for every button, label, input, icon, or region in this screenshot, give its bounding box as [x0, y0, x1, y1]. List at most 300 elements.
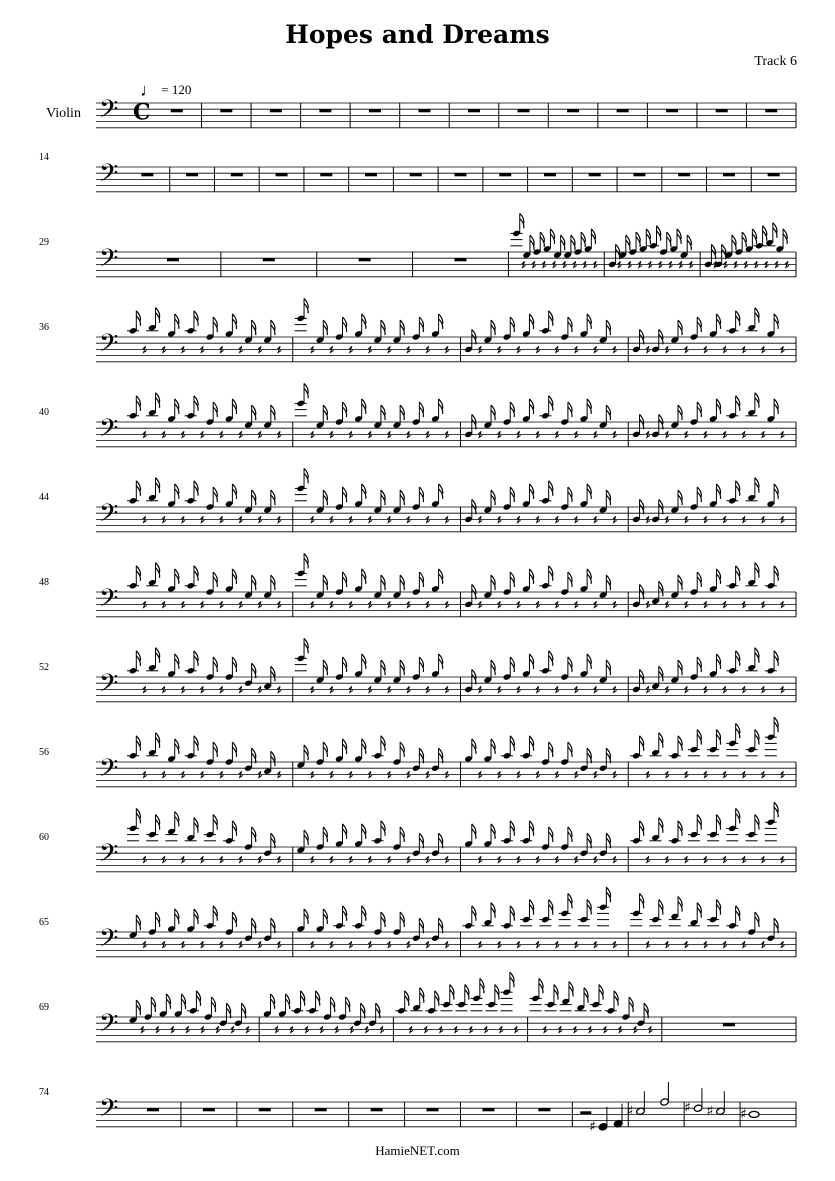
note-flag [342, 487, 346, 502]
note-flag [606, 405, 610, 420]
staff-system [96, 213, 796, 279]
staff-system [96, 553, 796, 619]
note-flag [323, 320, 327, 335]
note-flag [400, 405, 404, 420]
note-flag [381, 320, 385, 335]
note-flag [606, 660, 610, 675]
note-flag [323, 490, 327, 505]
note-flag [510, 487, 514, 502]
whole-rest-icon [678, 173, 690, 176]
note-flag [381, 912, 385, 927]
note-head [749, 1111, 759, 1117]
note-flag [304, 909, 308, 924]
note-flag [151, 997, 155, 1012]
note-flag [568, 317, 572, 332]
note-flag [232, 314, 236, 329]
note-flag [491, 660, 495, 675]
note-flag [697, 402, 701, 417]
note-flag [342, 739, 346, 754]
whole-rest-icon [369, 109, 381, 112]
note-flag [587, 900, 591, 915]
note-flag [755, 563, 759, 578]
note-flag [381, 405, 385, 420]
note-flag [549, 900, 553, 915]
note-flag [194, 909, 198, 924]
whole-rest-icon [371, 1108, 383, 1111]
note-flag [491, 320, 495, 335]
note-flag [716, 314, 720, 329]
instrument-name: Violin [46, 106, 81, 121]
note-flag [568, 827, 572, 842]
note-flag [636, 232, 640, 247]
whole-rest-icon [716, 109, 728, 112]
note-flag [156, 563, 160, 578]
whole-rest-icon [186, 173, 198, 176]
staff-system [96, 638, 796, 704]
note-flag [362, 569, 366, 584]
note-flag [697, 317, 701, 332]
note-flag [472, 906, 476, 921]
note-flag [568, 572, 572, 587]
note-flag [439, 399, 443, 414]
footer-credit: HamieNET.com [375, 1143, 460, 1158]
whole-rest-icon [567, 109, 579, 112]
note-flag [400, 827, 404, 842]
note-flag [755, 912, 759, 927]
whole-rest-icon [263, 258, 275, 261]
note-flag [742, 232, 746, 247]
note-flag [783, 229, 787, 244]
note-flag [774, 484, 778, 499]
note-flag [736, 723, 740, 738]
note-flag [549, 742, 553, 757]
staff-system [96, 802, 796, 874]
note-flag [587, 399, 591, 414]
note-flag [640, 821, 644, 836]
note-flag [568, 657, 572, 672]
note-flag [342, 906, 346, 921]
note-flag [323, 575, 327, 590]
note-flag [175, 314, 179, 329]
note-flag [156, 815, 160, 830]
note-flag [439, 654, 443, 669]
note-flag [346, 997, 350, 1012]
note-flag [659, 818, 663, 833]
whole-rest-icon [482, 1108, 494, 1111]
note-flag [342, 824, 346, 839]
note-flag [213, 402, 217, 417]
whole-rest-icon [315, 1108, 327, 1111]
note-flag [774, 918, 778, 933]
note-flag [530, 235, 534, 250]
note-flag [480, 978, 484, 993]
note-flag [194, 311, 198, 326]
note-flag [510, 317, 514, 332]
note-flag [491, 824, 495, 839]
note-flag [646, 229, 650, 244]
note-flag [166, 994, 170, 1009]
note-flag [331, 997, 335, 1012]
whole-rest-icon [259, 1108, 271, 1111]
note-flag [774, 717, 778, 732]
whole-rest-icon [666, 109, 678, 112]
note-flag [232, 742, 236, 757]
note-flag [362, 824, 366, 839]
note-flag [226, 1003, 230, 1018]
note-flag [678, 897, 682, 912]
note-flag [697, 487, 701, 502]
whole-rest-icon [220, 109, 232, 112]
staff-system [96, 383, 796, 449]
bar-number: 56 [39, 747, 49, 758]
note-flag [510, 572, 514, 587]
note-flag [400, 660, 404, 675]
note-flag [591, 229, 595, 244]
note-flag [252, 490, 256, 505]
note-flag [491, 405, 495, 420]
note-flag [419, 572, 423, 587]
note-flag [362, 314, 366, 329]
note-flag [755, 308, 759, 323]
note-flag [678, 821, 682, 836]
note-flag [736, 808, 740, 823]
bar-number: 14 [39, 152, 49, 163]
note-flag [136, 396, 140, 411]
note-flag [232, 821, 236, 836]
note-flag [156, 308, 160, 323]
whole-rest-icon [203, 1108, 215, 1111]
note-flag [232, 569, 236, 584]
note-flag [175, 484, 179, 499]
note-flag [550, 229, 554, 244]
whole-rest-icon [538, 1108, 550, 1111]
note-flag [736, 566, 740, 581]
note-flag [677, 229, 681, 244]
whole-rest-icon [455, 173, 467, 176]
whole-rest-icon [141, 173, 153, 176]
note-flag [213, 906, 217, 921]
note-flag [362, 484, 366, 499]
note-flag [439, 748, 443, 763]
note-flag [640, 893, 644, 908]
whole-rest-icon [147, 1108, 159, 1111]
note-flag [529, 821, 533, 836]
bass-clef-icon: 𝄢 [99, 159, 119, 195]
note-flag [271, 751, 275, 766]
note-flag [362, 399, 366, 414]
note-flag [156, 648, 160, 663]
note-flag [755, 648, 759, 663]
note-flag [323, 827, 327, 842]
note-flag [606, 748, 610, 763]
note-flag [271, 490, 275, 505]
note-flag [241, 1003, 245, 1018]
note-flag [181, 994, 185, 1009]
note-flag [232, 484, 236, 499]
note-flag [156, 912, 160, 927]
note-flag [561, 235, 565, 250]
whole-rest-icon [231, 173, 243, 176]
note-flag [568, 402, 572, 417]
note-flag [520, 213, 524, 228]
note-flag [584, 988, 588, 1003]
note-flag [614, 991, 618, 1006]
score-title: Hopes and Dreams [285, 20, 550, 49]
note-flag [156, 478, 160, 493]
note-flag [697, 572, 701, 587]
note-flag [342, 402, 346, 417]
note-flag [196, 991, 200, 1006]
note-flag [271, 575, 275, 590]
bass-clef-icon: 𝄢 [99, 584, 119, 620]
whole-rest-icon [544, 173, 556, 176]
note-flag [659, 900, 663, 915]
whole-rest-icon [617, 109, 629, 112]
note-flag [510, 972, 514, 987]
note-flag [316, 991, 320, 1006]
bass-clef-icon: 𝄢 [99, 839, 119, 875]
note-flag [175, 654, 179, 669]
note-flag [323, 405, 327, 420]
note-flag [136, 736, 140, 751]
note-flag [774, 314, 778, 329]
note-flag [136, 915, 140, 930]
note-flag [175, 569, 179, 584]
note-flag [736, 906, 740, 921]
note-flag [773, 223, 777, 238]
staff-system [96, 95, 796, 130]
note-flag [381, 736, 385, 751]
note-flag [736, 396, 740, 411]
note-flag [252, 320, 256, 335]
note-flag [419, 317, 423, 332]
note-flag [361, 1003, 365, 1018]
note-flag [678, 575, 682, 590]
note-flag [606, 833, 610, 848]
note-flag [271, 666, 275, 681]
note-flag [439, 833, 443, 848]
note-flag [687, 235, 691, 250]
note-flag [304, 468, 308, 483]
note-flag [659, 666, 663, 681]
sharp-icon: ♯ [589, 1118, 596, 1135]
note-flag [323, 909, 327, 924]
note-flag [736, 651, 740, 666]
whole-rest-icon [365, 173, 377, 176]
note-flag [323, 742, 327, 757]
note-flag [606, 887, 610, 902]
bass-clef-icon: 𝄢 [99, 1094, 119, 1130]
note-flag [286, 994, 290, 1009]
note-flag [629, 997, 633, 1012]
staff-system [96, 972, 796, 1044]
note-flag [549, 396, 553, 411]
whole-rest-icon [455, 258, 467, 261]
sharp-icon: ♯ [740, 1106, 747, 1123]
note-flag [194, 651, 198, 666]
note-flag [271, 320, 275, 335]
note-flag [194, 566, 198, 581]
note-flag [755, 478, 759, 493]
note-flag [301, 991, 305, 1006]
bar-number: 60 [39, 832, 49, 843]
note-flag [755, 393, 759, 408]
note-flag [342, 317, 346, 332]
note-flag [716, 900, 720, 915]
note-flag [304, 298, 308, 313]
note-flag [362, 739, 366, 754]
note-flag [362, 906, 366, 921]
bass-clef-icon: 𝄢 [99, 924, 119, 960]
whole-rest-icon [723, 1023, 735, 1026]
note-flag [774, 802, 778, 817]
note-flag [587, 654, 591, 669]
note-flag [435, 991, 439, 1006]
note-flag [568, 893, 572, 908]
note-flag [156, 733, 160, 748]
note-flag [752, 229, 756, 244]
note-flag [736, 481, 740, 496]
note-flag [381, 490, 385, 505]
note-flag [491, 575, 495, 590]
note-flag [156, 393, 160, 408]
whole-rest-icon [468, 109, 480, 112]
note-flag [175, 812, 179, 827]
note-flag [774, 399, 778, 414]
note-flag [252, 575, 256, 590]
whole-rest-icon [270, 109, 282, 112]
note-flag [213, 742, 217, 757]
note-flag [510, 821, 514, 836]
note-flag [252, 405, 256, 420]
note-flag [697, 657, 701, 672]
note-flag [716, 654, 720, 669]
note-flag [529, 900, 533, 915]
note-flag [549, 566, 553, 581]
note-flag [439, 484, 443, 499]
note-flag [491, 739, 495, 754]
note-flag [175, 909, 179, 924]
note-flag [400, 320, 404, 335]
note-flag [716, 399, 720, 414]
note-flag [529, 654, 533, 669]
whole-rest-icon [499, 173, 511, 176]
sharp-icon: ♯ [684, 1100, 691, 1117]
whole-rest-icon [589, 173, 601, 176]
whole-rest-icon [319, 109, 331, 112]
note-flag [465, 985, 469, 1000]
note-flag [175, 739, 179, 754]
note-flag [252, 748, 256, 763]
note-flag [606, 320, 610, 335]
note-flag [549, 827, 553, 842]
bar-number: 69 [39, 1002, 49, 1013]
whole-rest-icon [418, 109, 430, 112]
note-flag [213, 657, 217, 672]
note-flag [581, 232, 585, 247]
track-label: Track 6 [754, 54, 797, 69]
note-flag [568, 742, 572, 757]
note-flag [716, 484, 720, 499]
whole-rest-icon [518, 109, 530, 112]
note-flag [232, 912, 236, 927]
note-flag [732, 235, 736, 250]
bass-clef-icon: 𝄢 [99, 754, 119, 790]
note-flag [587, 484, 591, 499]
note-flag [659, 581, 663, 596]
note-flag [213, 317, 217, 332]
note-flag [644, 1003, 648, 1018]
whole-rest-icon [765, 109, 777, 112]
note-flag [252, 663, 256, 678]
whole-rest-icon [171, 109, 183, 112]
note-flag [626, 235, 630, 250]
note-flag [472, 824, 476, 839]
note-flag [549, 651, 553, 666]
note-flag [716, 815, 720, 830]
bass-clef-icon: 𝄢 [99, 414, 119, 450]
bass-clef-icon: 𝄢 [99, 329, 119, 365]
sharp-icon: ♯ [706, 1103, 714, 1120]
note-flag [376, 1003, 380, 1018]
note-flag [232, 399, 236, 414]
note-flag [568, 487, 572, 502]
note-flag [136, 808, 140, 823]
note-flag [252, 918, 256, 933]
whole-rest-icon [723, 173, 735, 176]
note-flag [400, 912, 404, 927]
bar-number: 48 [39, 577, 49, 588]
note-flag [194, 396, 198, 411]
note-flag [400, 490, 404, 505]
bass-clef-icon: 𝄢 [99, 669, 119, 705]
whole-rest-icon [359, 258, 371, 261]
note-flag [472, 739, 476, 754]
note-flag [657, 226, 661, 241]
note-flag [529, 314, 533, 329]
whole-rest-icon [167, 258, 179, 261]
note-flag [763, 226, 767, 241]
note-flag [194, 736, 198, 751]
note-flag [678, 660, 682, 675]
bass-clef-icon: 𝄢 [99, 95, 119, 131]
note-flag [529, 484, 533, 499]
note-flag [194, 818, 198, 833]
note-flag [510, 402, 514, 417]
note-flag [211, 997, 215, 1012]
note-flag [529, 399, 533, 414]
staff-system [96, 159, 796, 194]
note-flag [304, 553, 308, 568]
bar-number: 40 [39, 407, 49, 418]
note-flag [232, 657, 236, 672]
note-flag [539, 978, 543, 993]
note-flag [678, 736, 682, 751]
note-flag [587, 569, 591, 584]
note-flag [175, 399, 179, 414]
note-flag [736, 311, 740, 326]
note-flag [419, 833, 423, 848]
note-flag [450, 985, 454, 1000]
note-flag [491, 903, 495, 918]
note-flag [587, 314, 591, 329]
note-flag [213, 487, 217, 502]
note-flag [362, 654, 366, 669]
bar-number: 74 [39, 1087, 49, 1098]
note-flag [529, 736, 533, 751]
note-flag [420, 988, 424, 1003]
whole-rest-icon [410, 173, 422, 176]
